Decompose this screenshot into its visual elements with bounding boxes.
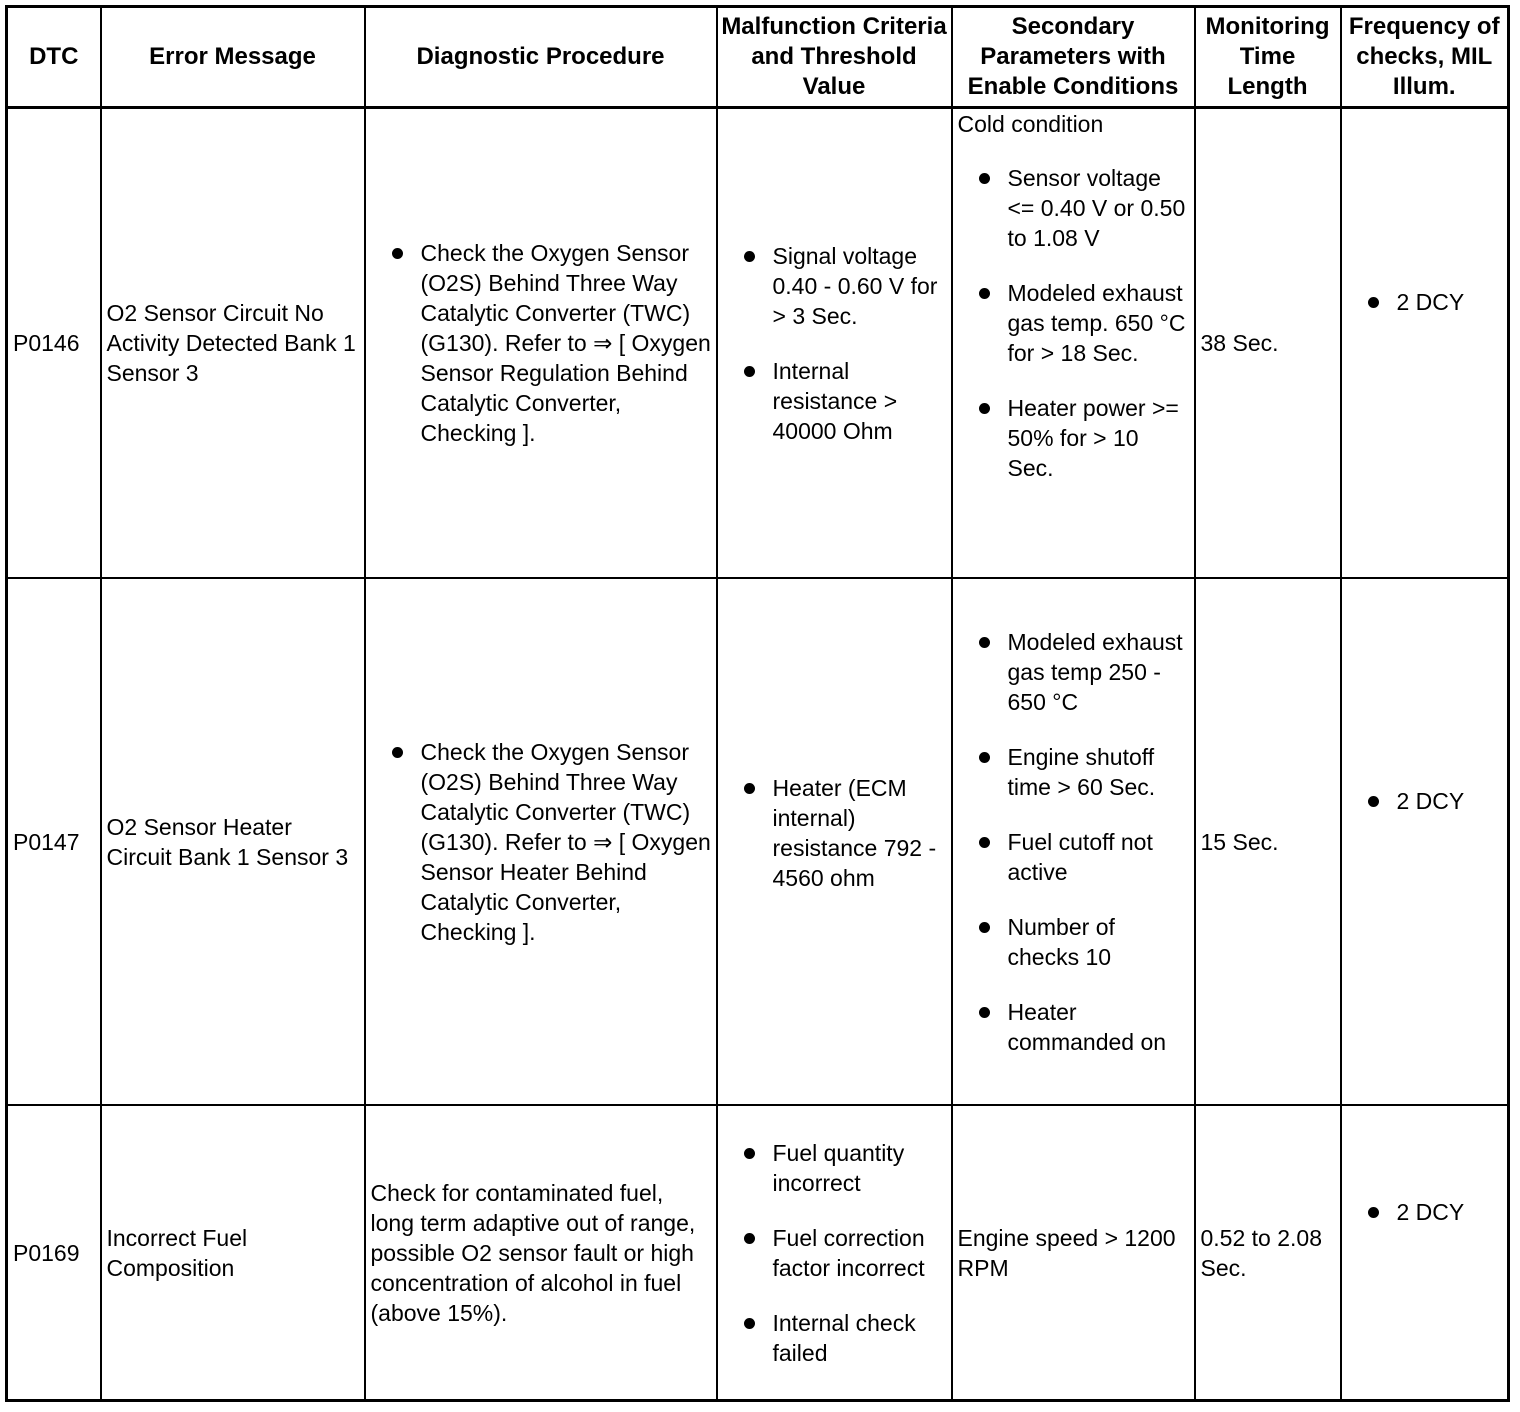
frequency-item: 2 DCY bbox=[1347, 1197, 1505, 1227]
header-frequency: Frequency of checks, MIL Illum. bbox=[1341, 7, 1509, 108]
criteria-item: Signal voltage 0.40 - 0.60 V for > 3 Sec. bbox=[723, 241, 948, 331]
header-diagnostic-procedure: Diagnostic Procedure bbox=[365, 7, 717, 108]
procedure-item: Check the Oxygen Sensor (O2S) Behind Three Way Catalytic Converter (TWC) (G130). Refer to ⇒ [ Oxygen Sensor Regulation Behind Catalytic Converter, Checking ]. bbox=[371, 238, 713, 448]
frequency-item: 2 DCY bbox=[1347, 287, 1505, 317]
header-malfunction-criteria: Malfunction Criteria and Threshold Value bbox=[717, 7, 952, 108]
header-monitoring-time: Monitoring Time Length bbox=[1195, 7, 1341, 108]
monitoring-time: 38 Sec. bbox=[1195, 108, 1341, 579]
diagnostic-procedure: Check for contaminated fuel, long term adaptive out of range, possible O2 sensor fault or high concentration of alcohol in fuel (above 15%). bbox=[365, 1105, 717, 1401]
criteria-item: Internal resistance > 40000 Ohm bbox=[723, 356, 948, 446]
header-dtc: DTC bbox=[7, 7, 101, 108]
frequency-checks bbox=[1341, 108, 1509, 579]
secondary-parameters: Engine speed > 1200 RPM bbox=[952, 1105, 1195, 1401]
secondary-item: Heater commanded on bbox=[958, 997, 1191, 1057]
frequency-checks bbox=[1341, 578, 1509, 1105]
error-message: O2 Sensor Circuit No Activity Detected Bank 1 Sensor 3 bbox=[101, 108, 365, 579]
secondary-item: Fuel cutoff not active bbox=[958, 827, 1191, 887]
malfunction-criteria bbox=[717, 1105, 952, 1401]
dtc-code: P0147 bbox=[7, 578, 101, 1105]
procedure-item: Check the Oxygen Sensor (O2S) Behind Three Way Catalytic Converter (TWC) (G130). Refer to ⇒ [ Oxygen Sensor Heater Behind Catalytic Converter, Checking ]. bbox=[371, 737, 713, 947]
diagnostic-procedure bbox=[365, 578, 717, 1105]
secondary-item: Number of checks 10 bbox=[958, 912, 1191, 972]
secondary-item: Engine shutoff time > 60 Sec. bbox=[958, 742, 1191, 802]
criteria-item: Heater (ECM internal) resistance 792 - 4560 ohm bbox=[723, 773, 948, 893]
secondary-parameters bbox=[952, 578, 1195, 1105]
secondary-item: Modeled exhaust gas temp. 650 °C for > 18 Sec. bbox=[958, 278, 1191, 368]
header-secondary-parameters: Secondary Parameters with Enable Conditions bbox=[952, 7, 1195, 108]
dtc-table bbox=[5, 5, 1510, 1402]
malfunction-criteria bbox=[717, 578, 952, 1105]
dtc-code: P0146 bbox=[7, 108, 101, 579]
header-error-message: Error Message bbox=[101, 7, 365, 108]
monitoring-time: 15 Sec. bbox=[1195, 578, 1341, 1105]
diagnostic-procedure bbox=[365, 108, 717, 579]
error-message: O2 Sensor Heater Circuit Bank 1 Sensor 3 bbox=[101, 578, 365, 1105]
error-message: Incorrect Fuel Composition bbox=[101, 1105, 365, 1401]
malfunction-criteria bbox=[717, 108, 952, 579]
table-row bbox=[7, 578, 1509, 1105]
criteria-item: Internal check failed bbox=[723, 1308, 948, 1368]
table-row bbox=[7, 1105, 1509, 1401]
dtc-code: P0169 bbox=[7, 1105, 101, 1401]
secondary-item: Heater power >= 50% for > 10 Sec. bbox=[958, 393, 1191, 483]
dtc-table-container bbox=[5, 5, 1510, 1402]
criteria-item: Fuel quantity incorrect bbox=[723, 1138, 948, 1198]
secondary-intro: Cold condition bbox=[957, 111, 1104, 137]
criteria-item: Fuel correction factor incorrect bbox=[723, 1223, 948, 1283]
header-row bbox=[7, 7, 1509, 108]
secondary-item: Modeled exhaust gas temp 250 - 650 °C bbox=[958, 627, 1191, 717]
monitoring-time: 0.52 to 2.08 Sec. bbox=[1195, 1105, 1341, 1401]
table-row bbox=[7, 108, 1509, 579]
secondary-parameters bbox=[952, 108, 1195, 579]
frequency-checks bbox=[1341, 1105, 1509, 1401]
frequency-item: 2 DCY bbox=[1347, 786, 1505, 816]
secondary-item: Sensor voltage <= 0.40 V or 0.50 to 1.08 V bbox=[958, 163, 1191, 253]
